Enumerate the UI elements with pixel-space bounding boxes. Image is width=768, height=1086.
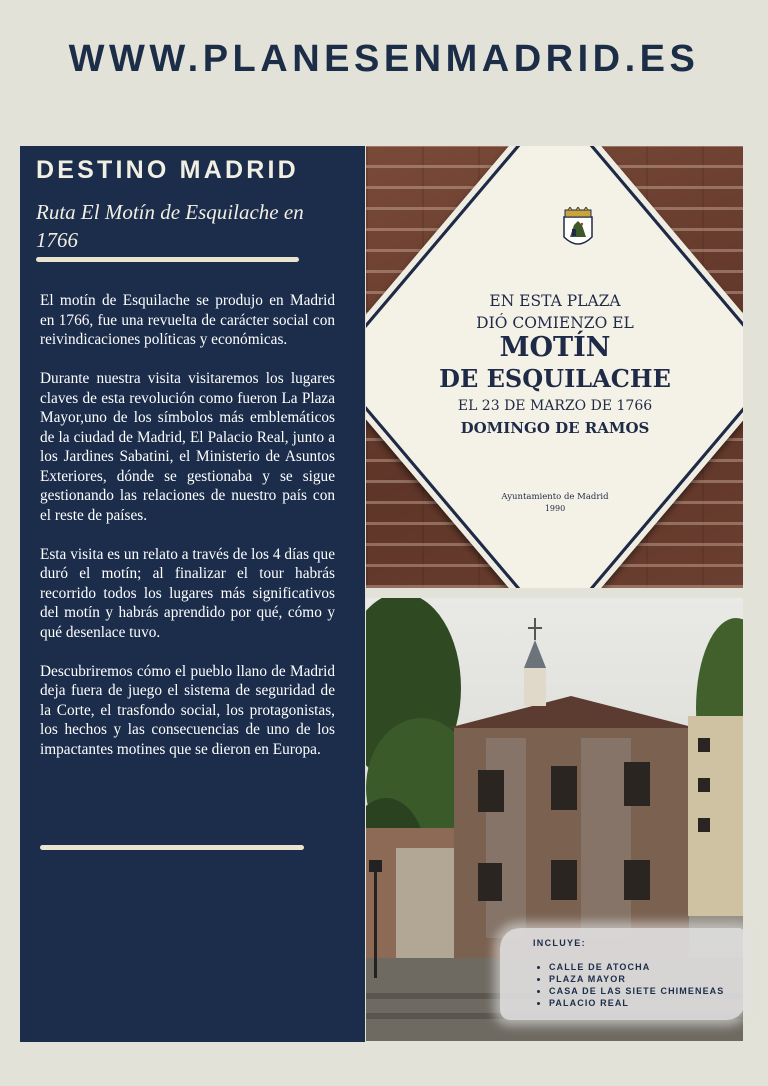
commemorative-plaque xyxy=(390,202,720,532)
info-panel xyxy=(20,146,365,1042)
divider-top xyxy=(36,257,299,262)
paragraph-discover: Descubriremos cómo el pueblo llano de Madrid deja fuera de juego el sistema de seguridad de la Corte, el trasfondo social, los protagonistas, los hechos y las consecuencias de uno de los impactantes motines que se dieron en Europa. xyxy=(40,662,335,758)
plaque-photo xyxy=(366,146,743,588)
includes-item: • CASA DE LAS SIETE CHIMENEAS xyxy=(549,985,724,997)
site-url-heading: WWW.PLANESENMADRID.ES xyxy=(68,38,700,80)
paragraph-duration: Esta visita es un relato a través de los 4 días que duró el motín; al finalizar el tour habrás recorrido todos los lugares más significativos del motín y habrás aprendido por qué, cómo y qué desenlace tuvo. xyxy=(40,545,335,641)
plaque-footer-2: 1990 xyxy=(544,504,566,513)
plaque-line-3: MOTÍN xyxy=(499,332,611,363)
tour-subtitle: Ruta El Motín de Esquilache en 1766 xyxy=(36,200,304,252)
includes-item: • CALLE DE ATOCHA xyxy=(549,961,724,973)
plaque-line-6: DOMINGO DE RAMOS xyxy=(460,419,650,437)
includes-list xyxy=(535,961,724,1009)
plaque-line-4: DE ESQUILACHE xyxy=(439,364,671,393)
includes-item: • PLAZA MAYOR xyxy=(549,973,724,985)
description-body xyxy=(40,291,335,779)
paragraph-visit: Durante nuestra visita visitaremos los lugares claves de esta revolución como fueron La Plaza Mayor,uno de los símbolos más emblemáticos de la ciudad de Madrid, El Palacio Real, junto a los Jardines Sabatini, el Ministerio de Asuntos Exteriores, dónde se gestionaba y se sigue gestionando las relaciones de nuestro país con el reste de países. xyxy=(40,370,335,524)
plaque-line-5: EL 23 DE MARZO DE 1766 xyxy=(457,398,653,414)
plaque-line-1: EN ESTA PLAZA xyxy=(489,292,621,310)
includes-box xyxy=(500,928,745,1020)
madrid-coat-of-arms-icon xyxy=(560,207,596,251)
plaque-footer-1: Ayuntamiento de Madrid xyxy=(501,492,609,502)
plaque-line-2: DIÓ COMIENZO EL xyxy=(476,314,634,332)
includes-title: INCLUYE: xyxy=(533,938,586,948)
includes-item: • PALACIO REAL xyxy=(549,997,724,1009)
section-title: DESTINO MADRID xyxy=(36,156,299,184)
divider-bottom xyxy=(40,845,304,850)
paragraph-intro: El motín de Esquilache se produjo en Madrid en 1766, fue una revuelta de carácter social con reivindicaciones políticas y económicas. xyxy=(40,292,335,348)
